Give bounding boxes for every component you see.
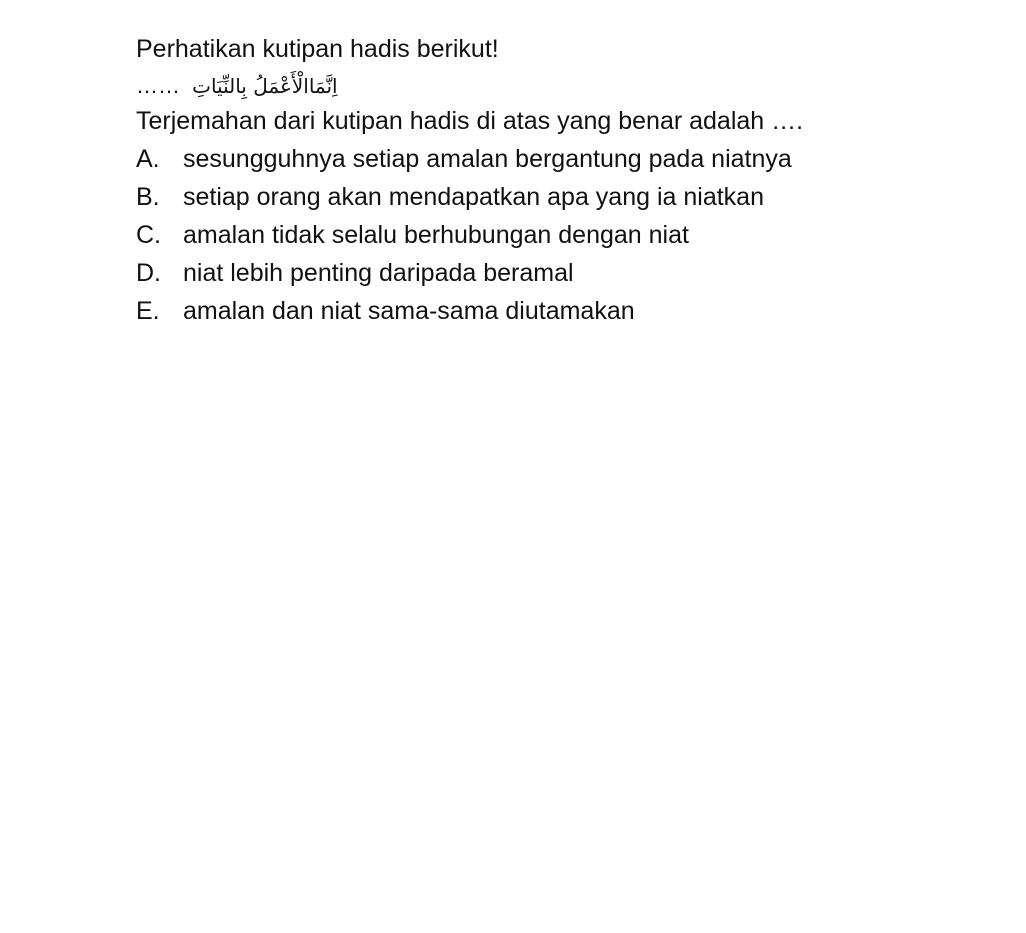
- option-letter: D.: [136, 259, 161, 287]
- question-block: [136, 30, 956, 330]
- option-letter: E.: [136, 297, 160, 325]
- answer-options: [136, 140, 956, 330]
- option-a[interactable]: [136, 140, 956, 178]
- option-text: niat lebih penting daripada beramal: [183, 259, 574, 287]
- option-letter: A.: [136, 145, 160, 173]
- hadith-ellipsis: ……: [136, 73, 180, 98]
- question-instruction: Terjemahan dari kutipan hadis di atas yang benar adalah ….: [136, 107, 804, 135]
- option-c[interactable]: [136, 216, 956, 254]
- hadith-arabic-text: اِنَّمَاالْأَعْمَلُ بِالنِّيَاتِ: [192, 74, 338, 98]
- option-b[interactable]: [136, 178, 956, 216]
- option-letter: C.: [136, 221, 161, 249]
- option-e[interactable]: [136, 292, 956, 330]
- option-text: amalan dan niat sama-sama diutamakan: [183, 297, 635, 325]
- question-prompt: Perhatikan kutipan hadis berikut!: [136, 35, 499, 63]
- option-text: sesungguhnya setiap amalan bergantung pada niatnya: [183, 145, 792, 173]
- option-d[interactable]: [136, 254, 956, 292]
- option-text: amalan tidak selalu berhubungan dengan niat: [183, 221, 689, 249]
- option-text: setiap orang akan mendapatkan apa yang ia niatkan: [183, 183, 764, 211]
- hadith-quote: [136, 70, 956, 102]
- option-letter: B.: [136, 183, 160, 211]
